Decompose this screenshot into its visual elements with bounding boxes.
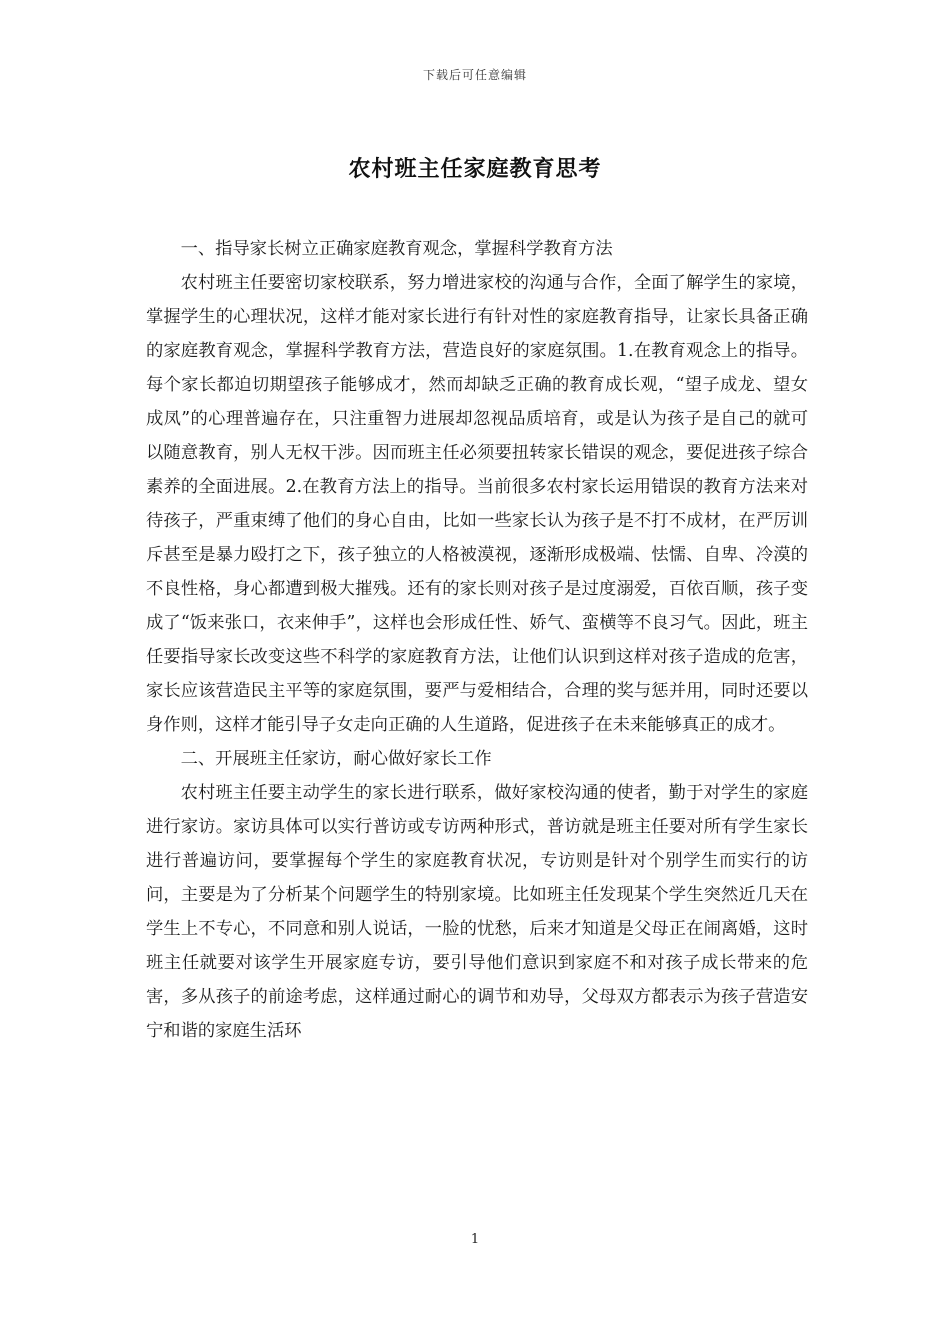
section-2-paragraph: 农村班主任要主动学生的家长进行联系，做好家校沟通的使者，勤于对学生的家庭进行家访。家访具体可以实行普访或专访两种形式，普访就是班主任要对所有学生家长进行普遍访问，要掌握每个学生的家庭教育状况，专访则是针对个别学生而实行的访问，主要是为了分析某个问题学生的特别家境。比如班主任发现某个学生突然近几天在学生上不专心，不同意和别人说话，一脸的忧愁，后来才知道是父母正在闹离婚，这时班主任就要对该学生开展家庭专访，要引导他们意识到家庭不和对孩子成长带来的危害，多从孩子的前途考虑，这样通过耐心的调节和劝导，父母双方都表示为孩子营造安宁和谐的家庭生活环 xyxy=(146,783,808,1041)
section-2-heading: 二、开展班主任家访，耐心做好家长工作 xyxy=(180,749,492,769)
document-body xyxy=(146,232,808,1048)
header-note: 下载后可任意编辑 xyxy=(422,68,527,82)
section-1-heading: 一、指导家长树立正确家庭教育观念，掌握科学教育方法 xyxy=(180,239,613,259)
page-number: 1 xyxy=(470,1232,480,1247)
section-1-paragraph: 农村班主任要密切家校联系，努力增进家校的沟通与合作，全面了解学生的家境，掌握学生的心理状况，这样才能对家长进行有针对性的家庭教育指导，让家长具备正确的家庭教育观念，掌握科学教育方法，营造良好的家庭氛围。1.在教育观念上的指导。每个家长都迫切期望孩子能够成才，然而却缺乏正确的教育成长观，“望子成龙、望女成凤”的心理普遍存在，只注重智力进展却忽视品质培育，或是认为孩子是自己的就可以随意教育，别人无权干涉。因而班主任必须要扭转家长错误的观念，要促进孩子综合素养的全面进展。2.在教育方法上的指导。当前很多农村家长运用错误的教育方法来对待孩子，严重束缚了他们的身心自由，比如一些家长认为孩子是不打不成材，在严厉训斥甚至是暴力殴打之下，孩子独立的人格被漠视，逐渐形成极端、怯懦、自卑、冷漠的不良性格，身心都遭到极大摧残。还有的家长则对孩子是过度溺爱，百依百顺，孩子变成了“饭来张口，衣来伸手”，这样也会形成任性、娇气、蛮横等不良习气。因此，班主任要指导家长改变这些不科学的家庭教育方法，让他们认识到这样对孩子造成的危害，家长应该营造民主平等的家庭氛围，要严与爱相结合，合理的奖与惩并用，同时还要以身作则，这样才能引导子女走向正确的人生道路，促进孩子在未来能够真正的成才。 xyxy=(146,273,808,735)
document-title: 农村班主任家庭教育思考 xyxy=(348,156,602,182)
